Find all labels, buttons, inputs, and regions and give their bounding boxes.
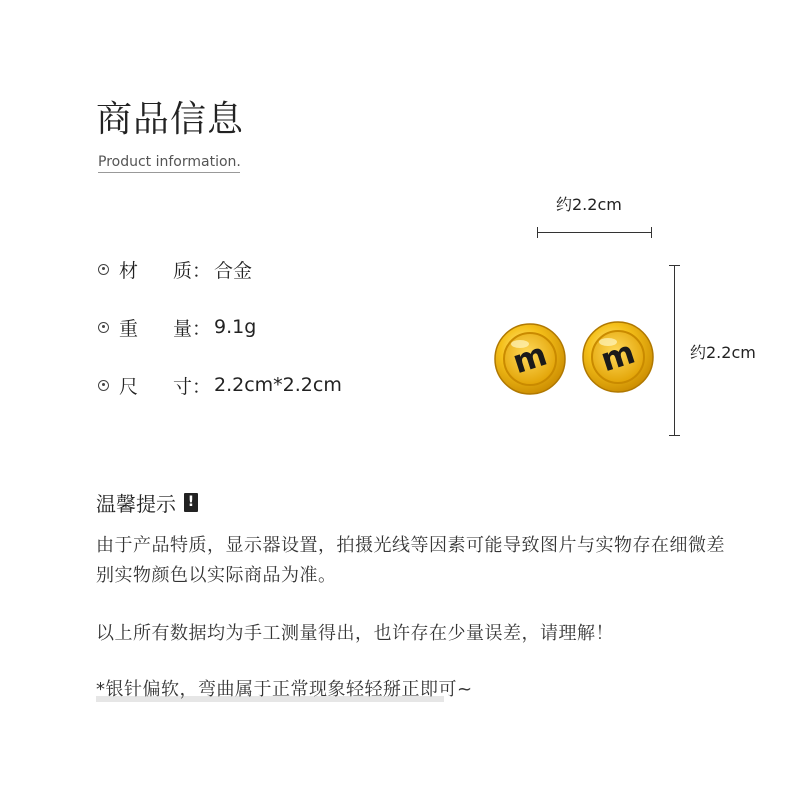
earring-letter: m	[595, 332, 640, 380]
spec-label	[119, 256, 214, 283]
spec-label	[119, 314, 214, 341]
spec-label-char: 寸：	[173, 375, 212, 398]
width-dimension-line	[537, 232, 652, 233]
spec-label-char: 尺	[119, 375, 139, 398]
spec-label-char: 质：	[173, 259, 212, 282]
width-dimension-tick	[651, 227, 652, 238]
spec-value: 9.1g	[214, 316, 257, 338]
tip-paragraph-3: *银针偏软，弯曲属于正常现象轻轻掰正即可~	[96, 679, 473, 700]
spec-list	[98, 240, 398, 414]
earring-right	[583, 322, 653, 392]
spec-value: 2.2cm*2.2cm	[214, 374, 342, 396]
width-dimension-label: 约2.2cm	[556, 195, 622, 214]
spec-row-weight	[98, 298, 398, 356]
bullet-icon	[98, 322, 109, 333]
spec-row-size	[98, 356, 398, 414]
spec-label	[119, 372, 214, 399]
tips-heading	[96, 488, 198, 517]
spec-label-char: 材	[119, 259, 139, 282]
earring-left	[495, 324, 565, 394]
tips-heading-label: 温馨提示	[96, 492, 176, 516]
earring-letter: m	[507, 334, 552, 382]
height-dimension-label: 约2.2cm	[690, 343, 756, 362]
page-subtitle: Product information.	[98, 154, 241, 170]
spec-row-material	[98, 240, 398, 298]
width-dimension-tick	[537, 227, 538, 238]
spec-label-char: 量：	[173, 317, 212, 340]
bullet-icon	[98, 264, 109, 275]
spec-value: 合金	[214, 259, 253, 282]
height-dimension-tick	[669, 435, 680, 436]
subtitle-underline	[98, 172, 240, 173]
page-title: 商品信息	[96, 99, 245, 140]
tip-paragraph-1: 由于产品特质，显示器设置，拍摄光线等因素可能导致图片与实物存在细微差别实物颜色以实际商品为准。	[96, 535, 725, 586]
spec-label-char: 重	[119, 317, 139, 340]
tip-paragraph-2: 以上所有数据均为手工测量得出，也许存在少量误差，请理解！	[96, 623, 614, 644]
earrings-image	[490, 312, 680, 402]
warning-icon: !	[184, 493, 198, 512]
height-dimension-tick	[669, 265, 680, 266]
bullet-icon	[98, 380, 109, 391]
